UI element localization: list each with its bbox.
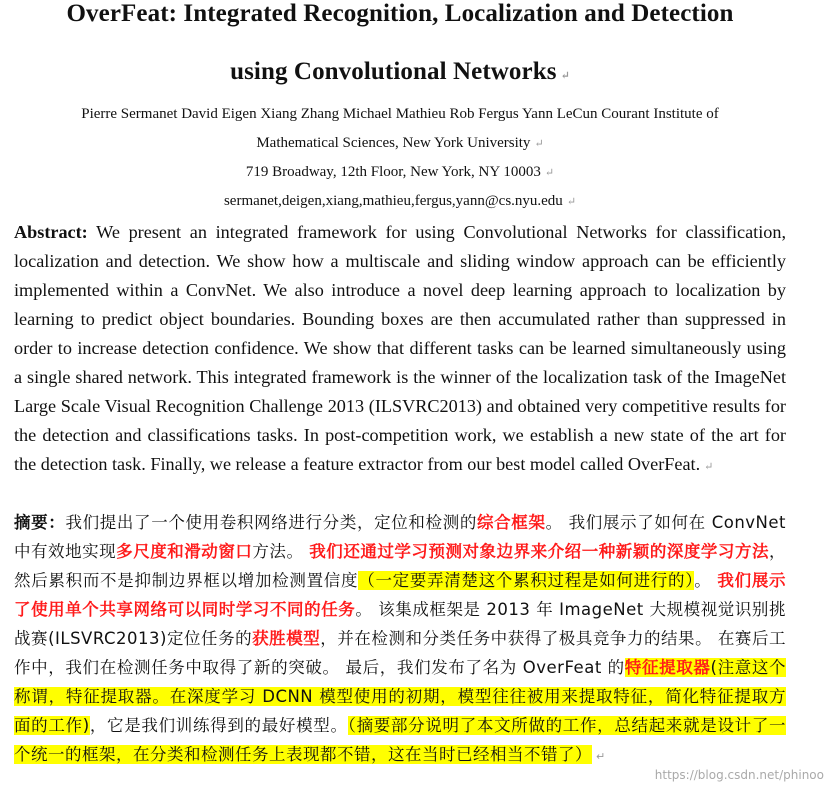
paragraph-mark-icon: ↵ [560,70,570,82]
cn-highlight-note: （一定要弄清楚这个累积过程是如何进行的） [358,571,695,590]
cn-text: ，它是我们训练得到的最好模型。 [89,716,348,735]
paragraph-mark-icon: ↵ [544,167,555,179]
cn-emphasis: 综合框架 [477,513,546,532]
cn-emphasis: 我们展示了使用单个共享网络可以同时学习不同的任务 [14,571,787,619]
paper-title-line-2 [0,58,800,86]
cn-emphasis-highlight: 特征提取器 [624,658,711,677]
abstract-text: We present an integrated framework for using Convolutional Networks for classification, localization and detection. We show how a multiscale and sliding window approach can be efficiently implemented within a ConvNet. We also introduce a novel deep learning approach to localization by learning to predict object boundaries. Bounding boxes are then accumulated rather than suppressed in order to increase detection confidence. We show that different tasks can be learned simultaneously using a single shared network. This integrated framework is the winner of the localization task of the ImageNet Large Scale Visual Recognition Challenge 2013 (ILSVRC2013) and obtained very competitive results for the detection and classifications tasks. In post-competition work, we establish a new state of the art for the detection task. Finally, we release a feature extractor from our best model called OverFeat. [14,222,786,474]
email-line [0,193,800,210]
paragraph-mark-icon: ↵ [566,196,577,208]
authors-line-2 [0,135,800,152]
address: 719 Broadway, 12th Floor, New York, NY 10003 [245,164,541,180]
paragraph-mark-icon: ↵ [534,138,544,150]
cn-text: 。 [694,571,718,590]
paragraph-mark-icon: ↵ [596,750,606,763]
cn-highlight-note: (注意这个称谓，特征提取器。在深度学习 DCNN 模型使用的初期，模型往往被用来提取特征，简化特征提取方面的工作) [14,658,787,735]
cn-emphasis: 获胜模型 [252,629,321,648]
cn-emphasis: 我们还通过学习预测对象边界来介绍一种新颖的深度学习方法 [309,542,770,561]
abstract-english [14,218,786,482]
cn-text: ， 然后累积而不是抑制边界框以增加检测置信度 [14,542,787,590]
cn-text: 我们提出了一个使用卷积网络进行分类，定位和检测的 [65,513,477,532]
cn-text: 。 我们展示了如何在 ConvNet 中有效地实现 [14,513,787,561]
cn-text: 方法。 [252,542,310,561]
paper-title-line-1: OverFeat: Integrated Recognition, Localization and Detection [66,0,734,27]
cn-abstract-label: 摘要： [14,513,66,532]
affiliation: Mathematical Sciences, New York University [256,135,531,151]
abstract-chinese [14,508,786,771]
address-line [0,164,800,181]
cn-text: 。 该集成框架是 2013 年 ImageNet 大规模视觉识别挑战赛(ILSVRC2013)定位任务的 [14,600,787,648]
watermark: https://blog.csdn.net/phinoo [654,768,824,782]
abstract-label: Abstract: [14,222,88,242]
title-line-2-text: using Convolutional Networks [230,58,557,85]
email: sermanet,deigen,xiang,mathieu,fergus,yann@cs.nyu.edu [223,193,563,209]
cn-text: ，并在检测和分类任务中获得了极具竞争力的结果。 在赛后工作中，我们在检测任务中取得了新的突破。 最后，我们发布了名为 OverFeat 的 [14,629,787,677]
cn-highlight-note: （摘要部分说明了本文所做的工作，总结起来就是设计了一个统一的框架，在分类和检测任务上表现都不错，这在当时已经相当不错了） [14,716,787,764]
cn-emphasis: 多尺度和滑动窗口 [116,542,253,561]
authors-line-1: Pierre Sermanet David Eigen Xiang Zhang Michael Mathieu Rob Fergus Yann LeCun Courant Institute of [81,106,719,122]
paragraph-mark-icon: ↵ [704,461,714,473]
